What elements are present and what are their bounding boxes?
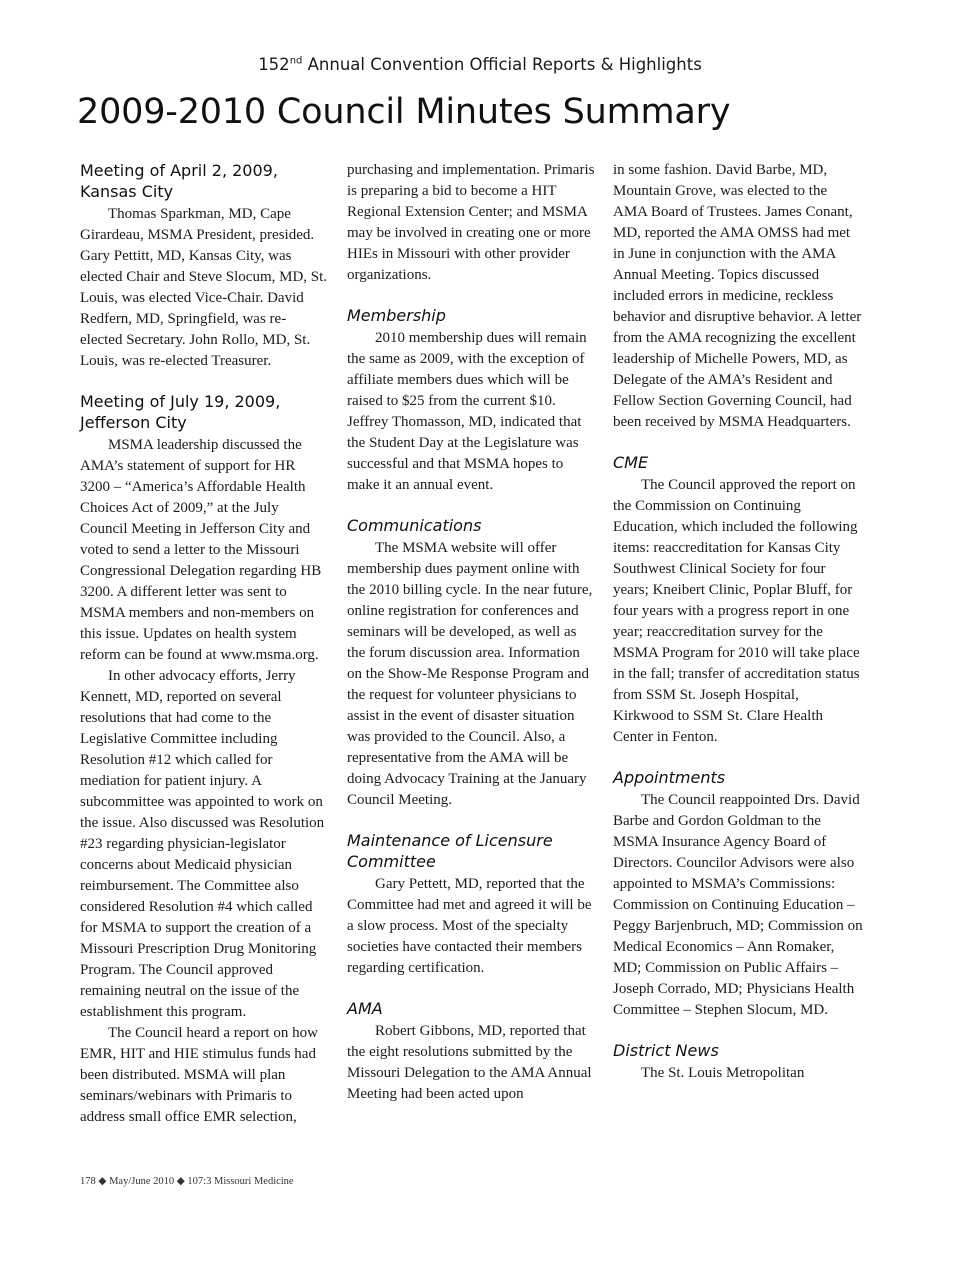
paragraph: MSMA leadership discussed the AMA’s statement of support for HR 3200 – “America’s Affordable Health Choices Act of 2009,” at the July Council Meeting in Jefferson City and voted to send a letter to the Missouri Congressional Delegation regarding HB 3200. A different letter was sent to MSMA members and non-members on this issue. Updates on health system reform can be found at www.msma.org. [80,437,322,663]
section-heading-appointments: Appointments [613,768,726,787]
header-number: 152 [258,55,290,74]
section-heading-cme: CME [613,453,649,472]
paragraph: The MSMA website will offer membership dues payment online with the 2010 billing cycle. In the near future, online registration for conferences and seminars will be developed, as well as the forum discussion area. Information on the Show-Me Response Program and the request for volunteer physicians to assist in the event of disaster situation was provided to the Council. Also, a representative from the AMA will be doing Advocacy Training at the January Council Meeting. [347,540,593,808]
paragraph: 2010 membership dues will remain the same as 2009, with the exception of affiliate members dues which will be raised to $25 from the current $10. Jeffrey Thomasson, MD, indicated that the Student Day at the Legislature was successful and that MSMA hopes to make it an annual event. [347,330,587,493]
section-heading-membership: Membership [347,306,446,325]
header-suffix: nd [289,55,303,67]
paragraph: The St. Louis Metropolitan [641,1065,805,1081]
running-header [0,55,960,74]
paragraph: Thomas Sparkman, MD, Cape Girardeau, MSMA President, presided. Gary Pettitt, MD, Kansas City, was elected Chair and Steve Slocum, MD, St. Louis, was elected Vice-Chair. David Redfern, MD, Springfield, was re-elected Secretary. John Rollo, MD, St. Louis, was re-elected Treasurer. [80,206,328,369]
page-title: 2009-2010 Council Minutes Summary [77,92,731,132]
paragraph: The Council heard a report on how EMR, HIT and HIE stimulus funds had been distributed. MSMA will plan seminars/webinars with Primaris to address small office EMR selection, [80,1025,318,1125]
section-heading-july-meeting: Meeting of July 19, 2009, Jefferson City [80,392,281,432]
section-heading-district-news: District News [613,1041,719,1060]
section-heading-april-meeting: Meeting of April 2, 2009, Kansas City [80,161,278,201]
paragraph-continuation: in some fashion. David Barbe, MD, Mountain Grove, was elected to the AMA Board of Trustees. James Conant, MD, reported the AMA OMSS had met in June in conjunction with the AMA Annual Meeting. Topics discussed included errors in medicine, reckless behavior and disruptive behavior. A letter from the AMA recognizing the excellent leadership of Michelle Powers, MD, as Delegate of the AMA’s Resident and Fellow Section Governing Council, had been received by MSMA Headquarters. [613,162,862,430]
column-2 [347,160,595,1105]
paragraph: In other advocacy efforts, Jerry Kennett, MD, reported on several resolutions that had come to the Legislative Committee including Resolution #12 which called for mediation for patient injury. A subcommittee was appointed to work on the issue. Also discussed was Resolution #23 regarding physician-legislator concerns about Medicaid physician reimbursement. The Committee also considered Resolution #4 which called for MSMA to support the creation of a Missouri Prescription Drug Monitoring Program. The Council approved remaining neutral on the issue of the establishment this program. [80,668,325,1020]
section-heading-communications: Communications [347,516,482,535]
paragraph-continuation: purchasing and implementation. Primaris is preparing a bid to become a HIT Regional Extension Center; and MSMA may be involved in creating one or more HIEs in Missouri with other provider organizations. [347,162,595,283]
paragraph: The Council reappointed Drs. David Barbe and Gordon Goldman to the MSMA Insurance Agency Board of Directors. Councilor Advisors were also appointed to MSMA’s Commissions: Commission on Continuing Education – Peggy Barjenbruch, MD; Commission on Medical Economics – Ann Romaker, MD; Commission on Public Affairs – Joseph Corrado, MD; Physicians Health Committee – Stephen Slocum, MD. [613,792,863,1018]
paragraph: Robert Gibbons, MD, reported that the eight resolutions submitted by the Missouri Delegation to the AMA Annual Meeting had been acted upon [347,1023,592,1102]
paragraph: The Council approved the report on the Commission on Continuing Education, which included the following items: reaccreditation for Kansas City Southwest Clinical Society for four years; Kneibert Clinic, Poplar Bluff, for four years with a progress report in one year; reaccreditation survey for the MSMA Program for 2010 will take place in the fall; transfer of accreditation status from SSM St. Joseph Hospital, Kirkwood to SSM St. Clare Health Center in Fenton. [613,477,860,745]
section-heading-licensure: Maintenance of Licensure Committee [347,831,553,871]
paragraph: Gary Pettett, MD, reported that the Committee had met and agreed it will be a slow process. Most of the specialty societies have contacted their members regarding certification. [347,876,592,976]
column-1 [80,160,328,1128]
page-footer: 178 ◆ May/June 2010 ◆ 107:3 Missouri Medicine [80,1176,294,1187]
column-3 [613,160,863,1084]
header-rest: Annual Convention Official Reports & Highlights [302,55,702,74]
section-heading-ama: AMA [347,999,383,1018]
